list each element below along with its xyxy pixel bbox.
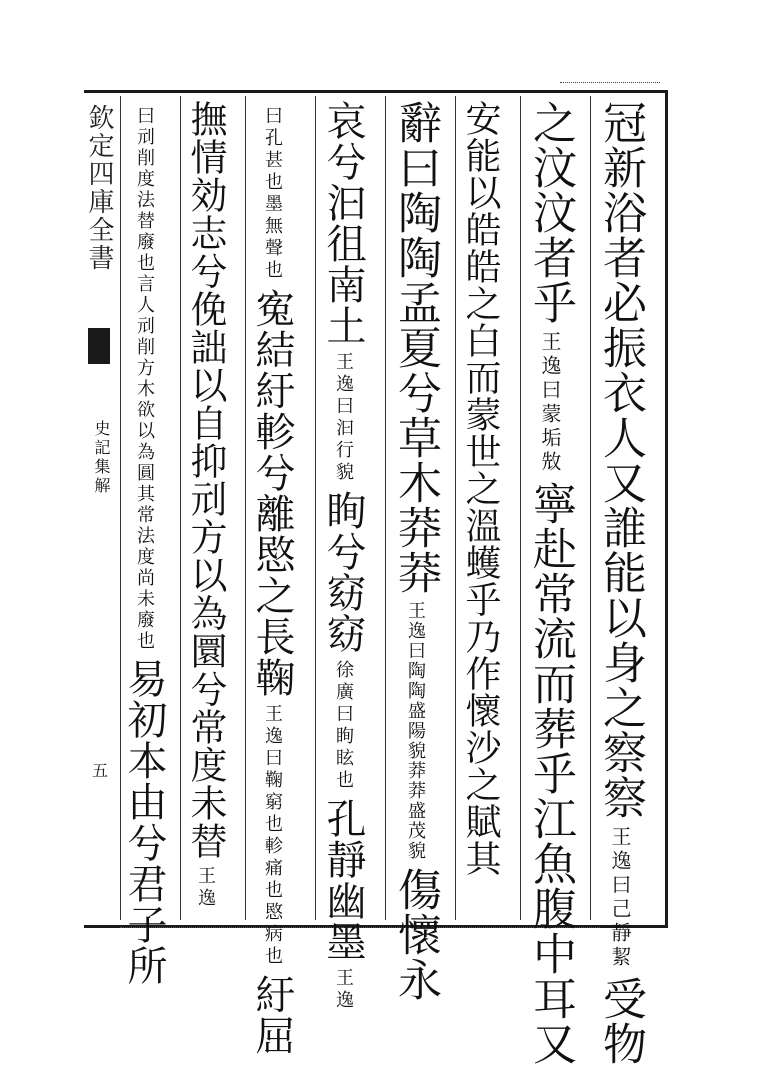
text-column [460, 100, 501, 916]
text-column [390, 100, 441, 1002]
commentary-note: 王逸曰陶陶盛陽貌莽莽盛茂貌 [405, 601, 426, 861]
main-text: 寃結紆軫兮離愍之長鞠 [249, 288, 295, 698]
column-rule [520, 96, 521, 920]
main-text: 寧赴常流而葬乎江魚腹中耳又 [525, 481, 576, 1066]
column-rule [385, 96, 386, 920]
text-column [525, 100, 576, 1066]
column-rule [180, 96, 181, 920]
main-text: 冠新浴者必振衣人又誰能以身之察察 [595, 100, 646, 820]
main-text: 眴兮窈窈 [320, 490, 366, 654]
commentary-note: 王逸 [333, 968, 354, 1012]
commentary-note: 王逸曰鞠窮也軫痛也愍病也 [262, 704, 283, 968]
commentary-note: 王逸曰汩行貌 [333, 352, 354, 484]
commentary-note: 曰刓削度法替廢也言人刓削方木欲以為圓其常法度尚未廢也 [134, 106, 155, 652]
column-rule [455, 96, 456, 920]
margin-title: 欽定四庫全書 [84, 104, 114, 272]
column-rule [245, 96, 246, 920]
commentary-note: 王逸曰蒙垢㪇 [538, 331, 562, 475]
main-text: 受物 [595, 976, 646, 1066]
text-column [121, 100, 167, 986]
top-edge-mark [560, 82, 660, 89]
main-text: 孔靜幽墨 [320, 798, 366, 962]
main-text: 安能以皓皓之白而蒙世之溫蠖乎乃作懷沙之賦其 [460, 100, 501, 877]
text-column [595, 100, 646, 1066]
main-text: 傷懷永 [390, 867, 441, 1002]
margin-page-number: 五 [92, 761, 109, 780]
page-frame [84, 90, 668, 928]
main-text: 易初本由兮君子所 [121, 658, 167, 986]
text-column [184, 100, 227, 916]
margin-fish-tail-mark [88, 328, 110, 364]
main-text: 辭曰陶陶孟夏兮草木莽莽 [390, 100, 441, 595]
margin-book-title: 史記集解 [92, 420, 111, 496]
text-column [320, 100, 366, 1012]
commentary-note: 王逸 [195, 866, 216, 910]
main-text: 撫情効志兮俛詘以自抑刓方以為圜兮常度未替 [184, 100, 227, 860]
main-text: 紆屈 [249, 974, 295, 1056]
commentary-note: 曰孔甚也墨無聲也 [262, 106, 283, 282]
main-text: 哀兮汩徂南土 [320, 100, 366, 346]
commentary-note: 徐廣曰眴眩也 [333, 660, 354, 792]
main-text: 之汶汶者乎 [525, 100, 576, 325]
column-rule [315, 96, 316, 920]
column-rule [590, 96, 591, 920]
commentary-note: 王逸曰己靜絜 [608, 826, 632, 970]
text-column [249, 100, 295, 1056]
